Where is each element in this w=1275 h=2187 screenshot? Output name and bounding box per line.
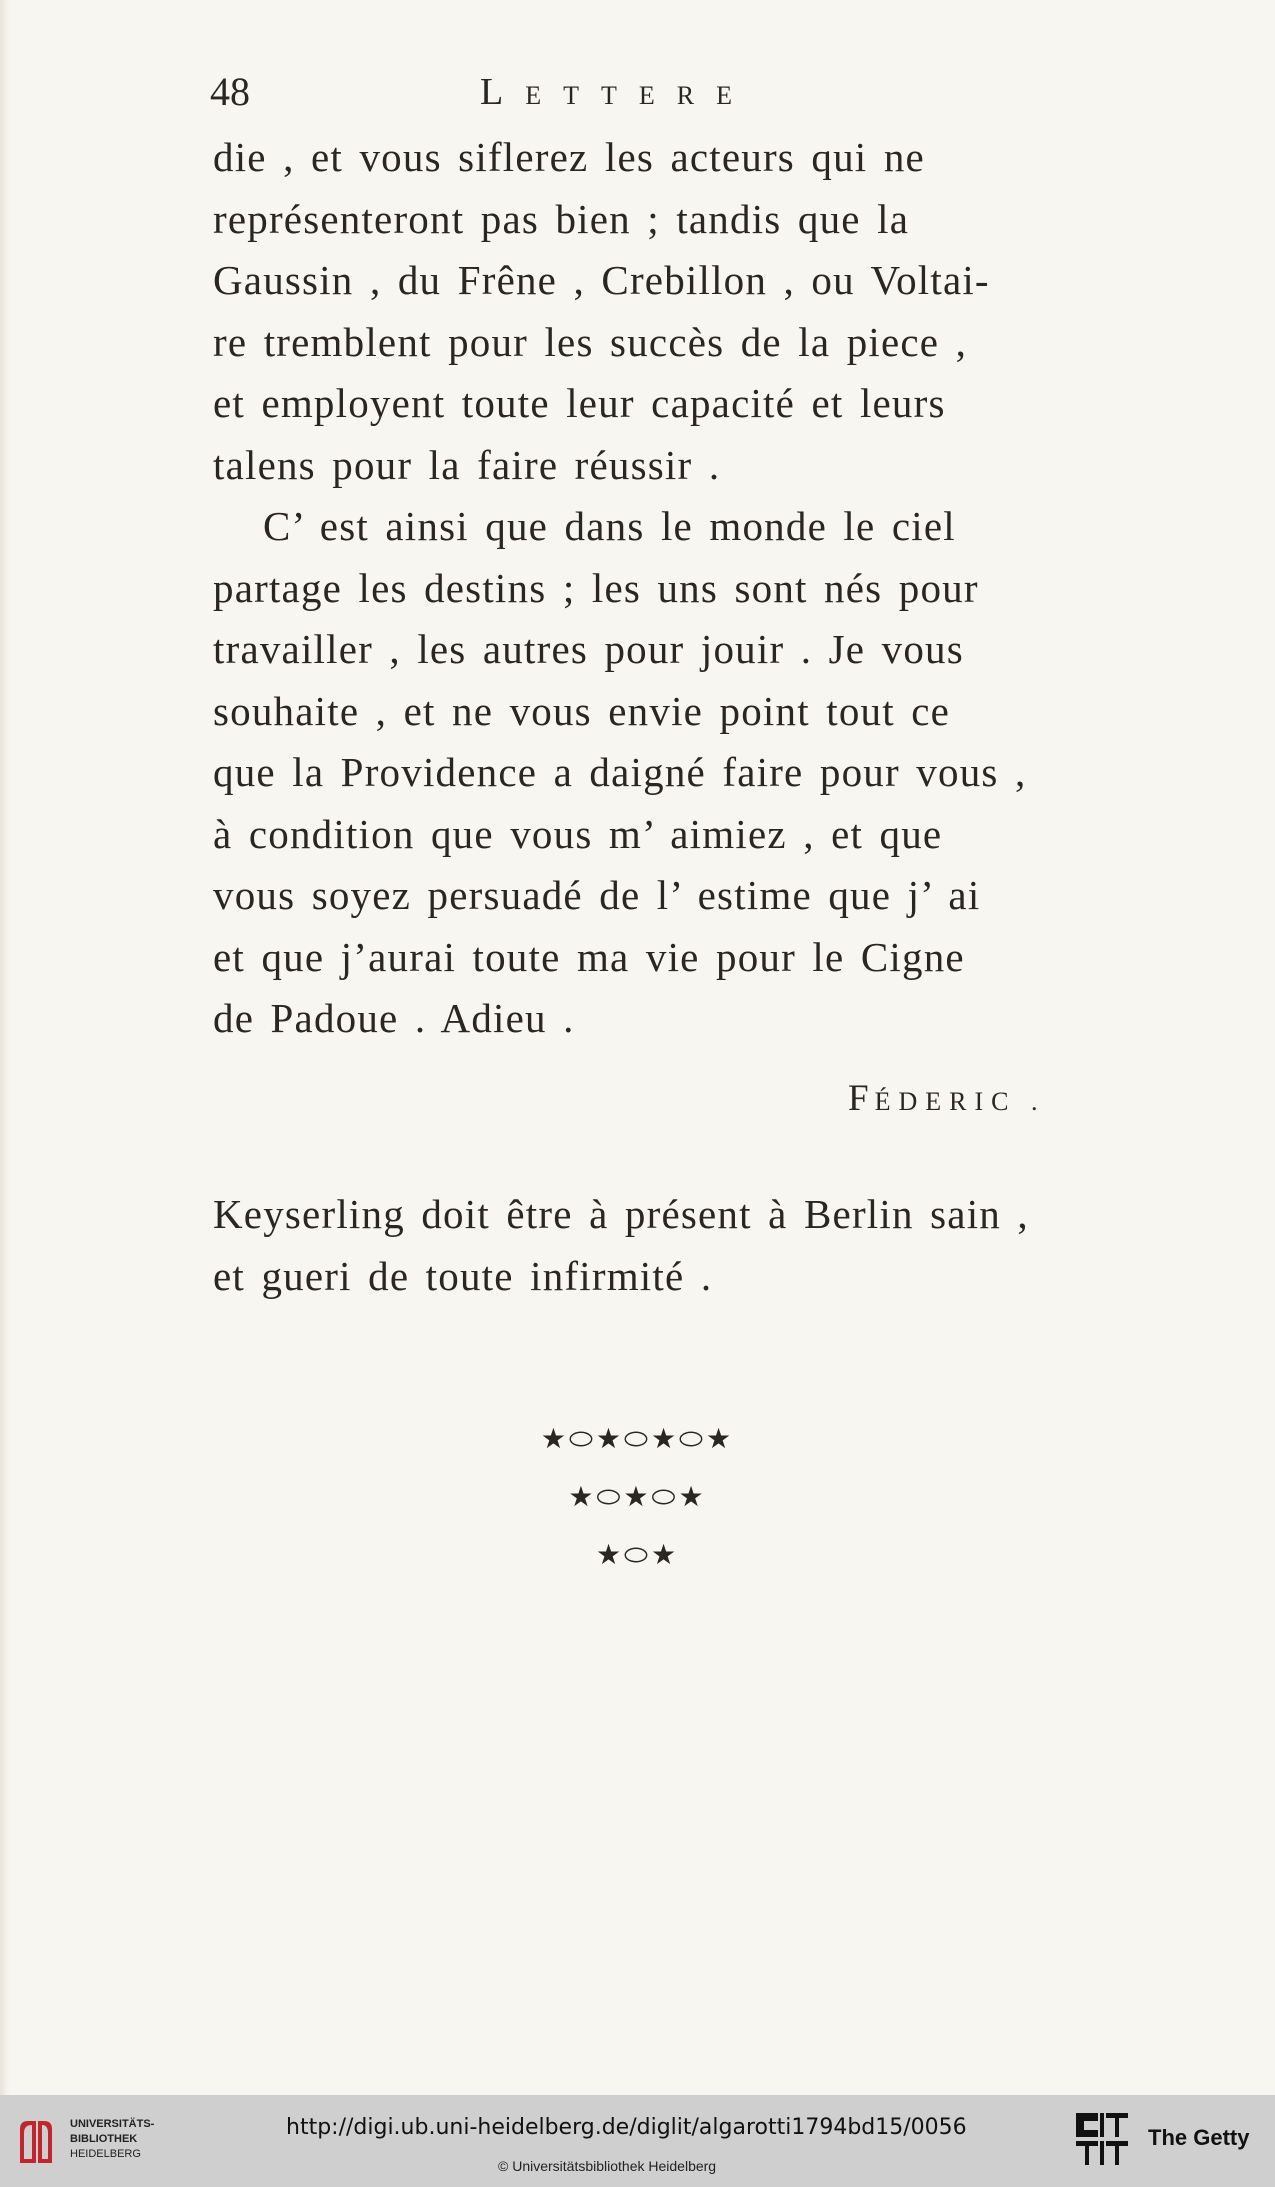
signature-initial: F [848, 1078, 875, 1119]
page-header [210, 62, 890, 122]
text-line: talens pour la faire réussir . [213, 441, 721, 488]
text-line: représenteront pas bien ; tandis que la [213, 195, 910, 242]
letter-body [213, 127, 1143, 1050]
library-name-line: BIBLIOTHEK [70, 2133, 138, 2145]
postscript [213, 1184, 1143, 1307]
library-name [70, 2117, 154, 2162]
getty-name: The Getty [1148, 2125, 1250, 2150]
text-line: travailler , les autres pour jouir . Je vous [213, 626, 964, 672]
text-line: et employent toute leur capacité et leurs [213, 380, 946, 426]
page-edge-shadow [0, 0, 10, 2095]
signature-rest: ÉDERIC . [874, 1087, 1046, 1116]
library-name-line: UNIVERSITÄTS- [70, 2118, 155, 2130]
text-line: et gueri de toute infirmité . [213, 1252, 713, 1299]
text-line: que la Providence a daigné faire pour vous , [213, 749, 1027, 795]
text-line: à condition que vous m’ aimiez , et que [213, 810, 943, 857]
text-line: vous soyez persuadé de l’ estime que j’ ai [213, 872, 981, 918]
running-head-rest: ETTERE [525, 81, 754, 110]
text-line: de Padoue . Adieu . [213, 995, 575, 1041]
library-name-line: HEIDELBERG [70, 2148, 141, 2160]
ornament-row: ★⬭★⬭★⬭★ [540, 1422, 735, 1455]
text-line: C’ est ainsi que dans le monde le ciel [263, 503, 956, 549]
ornament-row: ★⬭★⬭★ [568, 1480, 707, 1513]
text-line: Gaussin , du Frêne , Crebillon , ou Voltai- [213, 257, 990, 303]
signature [848, 1069, 1045, 1132]
text-line: souhaite , et ne vous envie point tout ce [213, 687, 951, 734]
getty-logo-icon[interactable] [1074, 2109, 1130, 2171]
permalink-url[interactable]: http://digi.ub.uni-heidelberg.de/diglit/algarotti1794bd15/0056 [286, 2115, 967, 2140]
text-line: Keyserling doit être à présent à Berlin sain , [213, 1191, 1029, 1237]
text-line: re tremblent pour les succès de la piece , [213, 318, 968, 365]
text-line: et que j’aurai toute ma vie pour le Cigne [213, 933, 965, 980]
copyright-notice: © Universitätsbibliothek Heidelberg [498, 2158, 717, 2174]
text-line: die , et vous siflerez les acteurs qui ne [213, 134, 925, 180]
text-line: partage les destins ; les uns sont nés pour [213, 564, 979, 611]
ornament-row: ★⬭★ [595, 1538, 680, 1571]
viewer-footer [0, 2095, 1275, 2187]
page-number: 48 [210, 69, 250, 114]
running-head-initial: L [480, 71, 526, 113]
running-head [480, 62, 754, 126]
university-library-logo-icon[interactable] [14, 2115, 58, 2169]
